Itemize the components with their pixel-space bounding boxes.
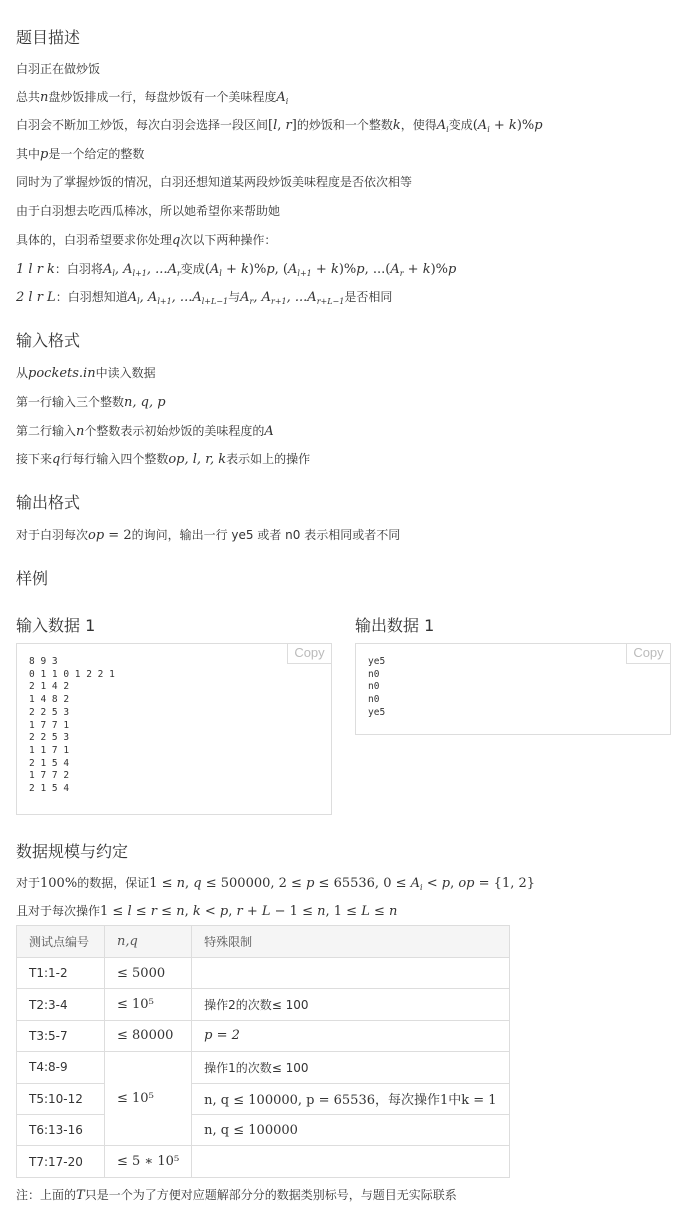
samples-title: 样例 — [16, 569, 49, 588]
input-line-4: 接下来q行每行输入四个整数op, l, r, k表示如上的操作 — [16, 452, 311, 467]
op-1-line: 1 l r k：白羽将$A_l$, $A_{l+1}$, $...A_r$变成$(A_l + k)\%p$, $(A_{l+1} + k)\%p$, $...(A_r + k)\%p$ — [16, 262, 457, 278]
row-limit — [192, 958, 509, 989]
constraint-line-2: 且对于每次操作1 ≤ l ≤ r ≤ n, k < p, r + L − 1 ≤ n, 1 ≤ L ≤ n — [16, 904, 398, 919]
header-limit: 特殊限制 — [192, 926, 509, 958]
constraint-line-1: 对于100%的数据，保证1 ≤ n, q ≤ 500000, 2 ≤ p ≤ 65536, $0 \le A_i < p$, op = {1, 2} — [16, 876, 536, 892]
output-line-1: 对于白羽每次op = 2的询问，输出一行 ye5 或者 n0 表示相同或者不同 — [16, 528, 401, 543]
desc-line-6: 由于白羽想去吃西瓜棒冰，所以她希望你来帮助她 — [16, 204, 281, 218]
sample-output-text: ye5 n0 n0 n0 ye5 — [368, 656, 386, 718]
subtask-table — [16, 925, 510, 1178]
desc-line-7: 具体的，白羽希望要求你处理q次以下两种操作： — [16, 233, 277, 248]
sample-output-title: 输出数据 1 — [355, 616, 435, 635]
sample-input-text: 8 9 3 0 1 1 0 1 2 2 1 2 1 4 2 1 4 8 2 2 2 5 3 1 7 7 1 2 2 5 3 1 1 7 1 2 1 5 4 1 7 7 2 2 1 5 4 — [29, 656, 115, 795]
desc-line-1: 白羽正在做炒饭 — [16, 62, 101, 76]
row-id: T6:13-16 — [17, 1114, 105, 1145]
table-header-row — [17, 926, 510, 958]
row-id: T1:1-2 — [17, 958, 105, 989]
row-nq: ≤ 5 ∗ 10⁵ — [105, 1146, 192, 1177]
row-nq: ≤ 10⁵ — [105, 989, 192, 1020]
row-limit: n, q ≤ 100000 — [192, 1114, 509, 1145]
row-limit: p = 2 — [192, 1020, 509, 1051]
row-nq: ≤ 10⁵ — [105, 1052, 192, 1146]
row-limit: 操作1的次数≤ 100 — [192, 1052, 509, 1083]
row-limit — [192, 1146, 509, 1177]
table-row — [17, 1146, 510, 1177]
sample-output-box — [355, 643, 671, 735]
row-id: T2:3-4 — [17, 989, 105, 1020]
header-nq: n,q — [105, 926, 192, 958]
table-row — [17, 1114, 510, 1145]
table-row — [17, 958, 510, 989]
sample-input-title: 输入数据 1 — [16, 616, 96, 635]
row-id: T3:5-7 — [17, 1020, 105, 1051]
desc-line-4: 其中p是一个给定的整数 — [16, 147, 145, 162]
row-limit: n, q ≤ 100000, p = 65536，每次操作1中k = 1 — [192, 1083, 509, 1114]
copy-input-button[interactable]: Copy — [287, 644, 331, 664]
table-row — [17, 1083, 510, 1114]
output-title: 输出格式 — [16, 493, 81, 512]
table-row — [17, 1020, 510, 1051]
input-title: 输入格式 — [16, 331, 81, 350]
table-row — [17, 1052, 510, 1083]
row-id: T7:17-20 — [17, 1146, 105, 1177]
desc-line-5: 同时为了掌握炒饭的情况，白羽还想知道某两段炒饭美味程度是否依次相等 — [16, 175, 413, 189]
header-id: 测试点编号 — [17, 926, 105, 958]
input-line-2: 第一行输入三个整数n, q, p — [16, 395, 166, 410]
table-row — [17, 989, 510, 1020]
row-id: T5:10-12 — [17, 1083, 105, 1114]
op-2-line: 2 l r L：白羽想知道$A_l$, $A_{l+1}$, $...A_{l+L-1}$与$A_r$, $A_{r+1}$, $...A_{r+L-1}$是否相同 — [16, 290, 393, 306]
row-id: T4:8-9 — [17, 1052, 105, 1083]
input-line-1: 从pockets.in中读入数据 — [16, 366, 156, 381]
row-nq: ≤ 80000 — [105, 1020, 192, 1051]
sample-input-box — [16, 643, 332, 815]
desc-line-3: 白羽会不断加工炒饭，每次白羽会选择一段区间[l, r]的炒饭和一个整数k，使得$A_i$变成$(A_i + k)\%p$ — [16, 118, 543, 134]
row-limit: 操作2的次数≤ 100 — [192, 989, 509, 1020]
copy-output-button[interactable]: Copy — [626, 644, 670, 664]
description-title: 题目描述 — [16, 28, 81, 47]
row-nq: ≤ 5000 — [105, 958, 192, 989]
input-line-3: 第二行输入n个整数表示初始炒饭的美味程度的A — [16, 424, 274, 439]
desc-line-2: 总共n盘炒饭排成一行，每盘炒饭有一个美味程度$A_i$ — [16, 90, 289, 106]
table-note: 注：上面的T只是一个为了方便对应题解部分分的数据类别标号，与题目无实际联系 — [16, 1188, 457, 1203]
constraints-title: 数据规模与约定 — [16, 842, 129, 861]
